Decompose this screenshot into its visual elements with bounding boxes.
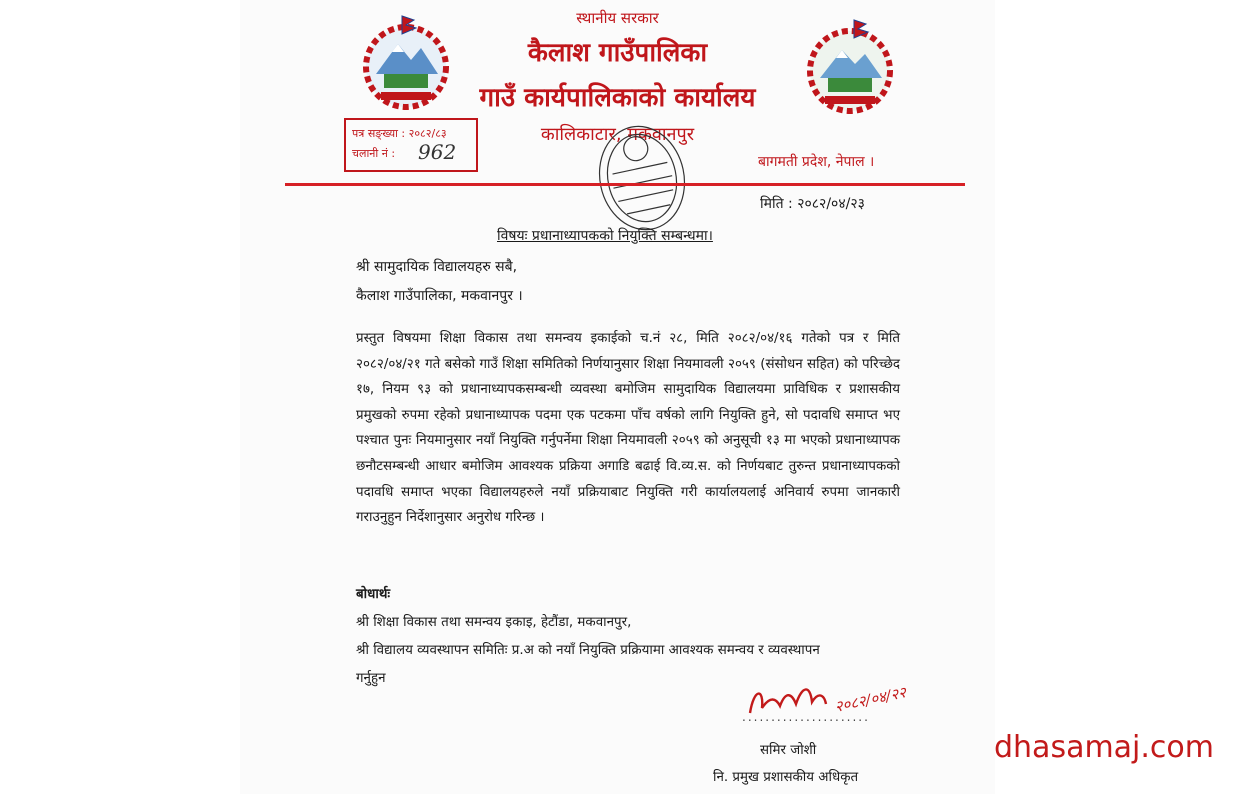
svg-text:२०८२/०४/२२: २०८२/०४/२२ xyxy=(833,683,908,716)
header-municipality-name: कैलाश गाउँपालिका xyxy=(527,38,708,68)
subject-line: विषयः प्रधानाध्यापकको नियुक्ति सम्बन्धमा। xyxy=(497,228,713,244)
letterhead-divider xyxy=(285,183,965,186)
signatory-name: समिर जोशी xyxy=(760,743,817,758)
letter-number: पत्र सङ्ख्या : २०८२/८३ xyxy=(352,127,447,140)
cc-heading: बोधार्थः xyxy=(356,587,391,602)
reference-box xyxy=(344,118,478,172)
header-office-name: गाउँ कार्यपालिकाको कार्यालय xyxy=(479,83,756,113)
cc-line-1: श्री शिक्षा विकास तथा समन्वय इकाइ, हेटौंडा, मकवानपुर, xyxy=(356,615,632,630)
office-stamp xyxy=(592,118,692,238)
signature-dotted-line: ...................... xyxy=(742,710,870,724)
letter-date: मिति : २०८२/०४/२३ xyxy=(760,196,865,212)
header-local-government: स्थानीय सरकार xyxy=(576,9,659,27)
province-label: बागमती प्रदेश, नेपाल । xyxy=(758,154,875,170)
cc-line-3: गर्नुहुन xyxy=(356,671,386,686)
addressee-line-2: कैलाश गाउँपालिका, मकवानपुर । xyxy=(356,288,523,304)
dispatch-label: चलानी नं : xyxy=(352,147,396,160)
cc-line-2: श्री विद्यालय व्यवस्थापन समितिः प्र.अ को नयाँ नियुक्ति प्रक्रियामा आवश्यक समन्वय र व्यवस्थापन xyxy=(356,643,820,658)
letter-body: प्रस्तुत विषयमा शिक्षा विकास तथा समन्वय इकाईको च.नं २८, मिति २०८२/०४/१६ गतेको पत्र र मिति २०८२/०४/२१ गते बसेको गाउँ शिक्षा समितिको निर्णयानुसार शिक्षा नियमावली २०५९ (संसोधन सहित) को परिच्छेद १७, नियम ९३ को प्रधानाध्यापकसम्बन्धी व्यवस्था बमोजिम सामुदायिक विद्यालयमा प्राविधिक र प्रशासकीय प्रमुखको रुपमा रहेको प्रधानाध्यापक पदमा एक पटकमा पाँच वर्षको लागि नियुक्ति हुने, सो पदावधि समाप्त भए पश्चात पुनः नियमानुसार नयाँ नियुक्ति गर्नुपर्नेमा शिक्षा नियमावली २०५९ को अनुसूची १३ मा भएको प्रधानाध्यापक छनौटसम्बन्धी आधार बमोजिम आवश्यक प्रक्रिया अगाडि बढाई वि.व्य.स. को निर्णयबाट तुरुन्त प्रधानाध्यापकको पदावधि समाप्त भएका विद्यालयहरुले नयाँ प्रक्रियाबाट नियुक्ति गरी कार्यालयलाई अनिवार्य रुपमा जानकारी गराउनुहुन निर्देशानुसार अनुरोध गरिन्छ । xyxy=(356,331,900,526)
dispatch-number-handwritten: 962 xyxy=(418,140,457,164)
addressee-line-1: श्री सामुदायिक विद्यालयहरु सबै, xyxy=(356,259,518,275)
site-watermark: dhasamaj.com xyxy=(994,730,1215,765)
signatory-title: नि. प्रमुख प्रशासकीय अधिकृत xyxy=(713,770,859,785)
header-address: कालिकाटार, मकवानपुर xyxy=(540,124,695,145)
